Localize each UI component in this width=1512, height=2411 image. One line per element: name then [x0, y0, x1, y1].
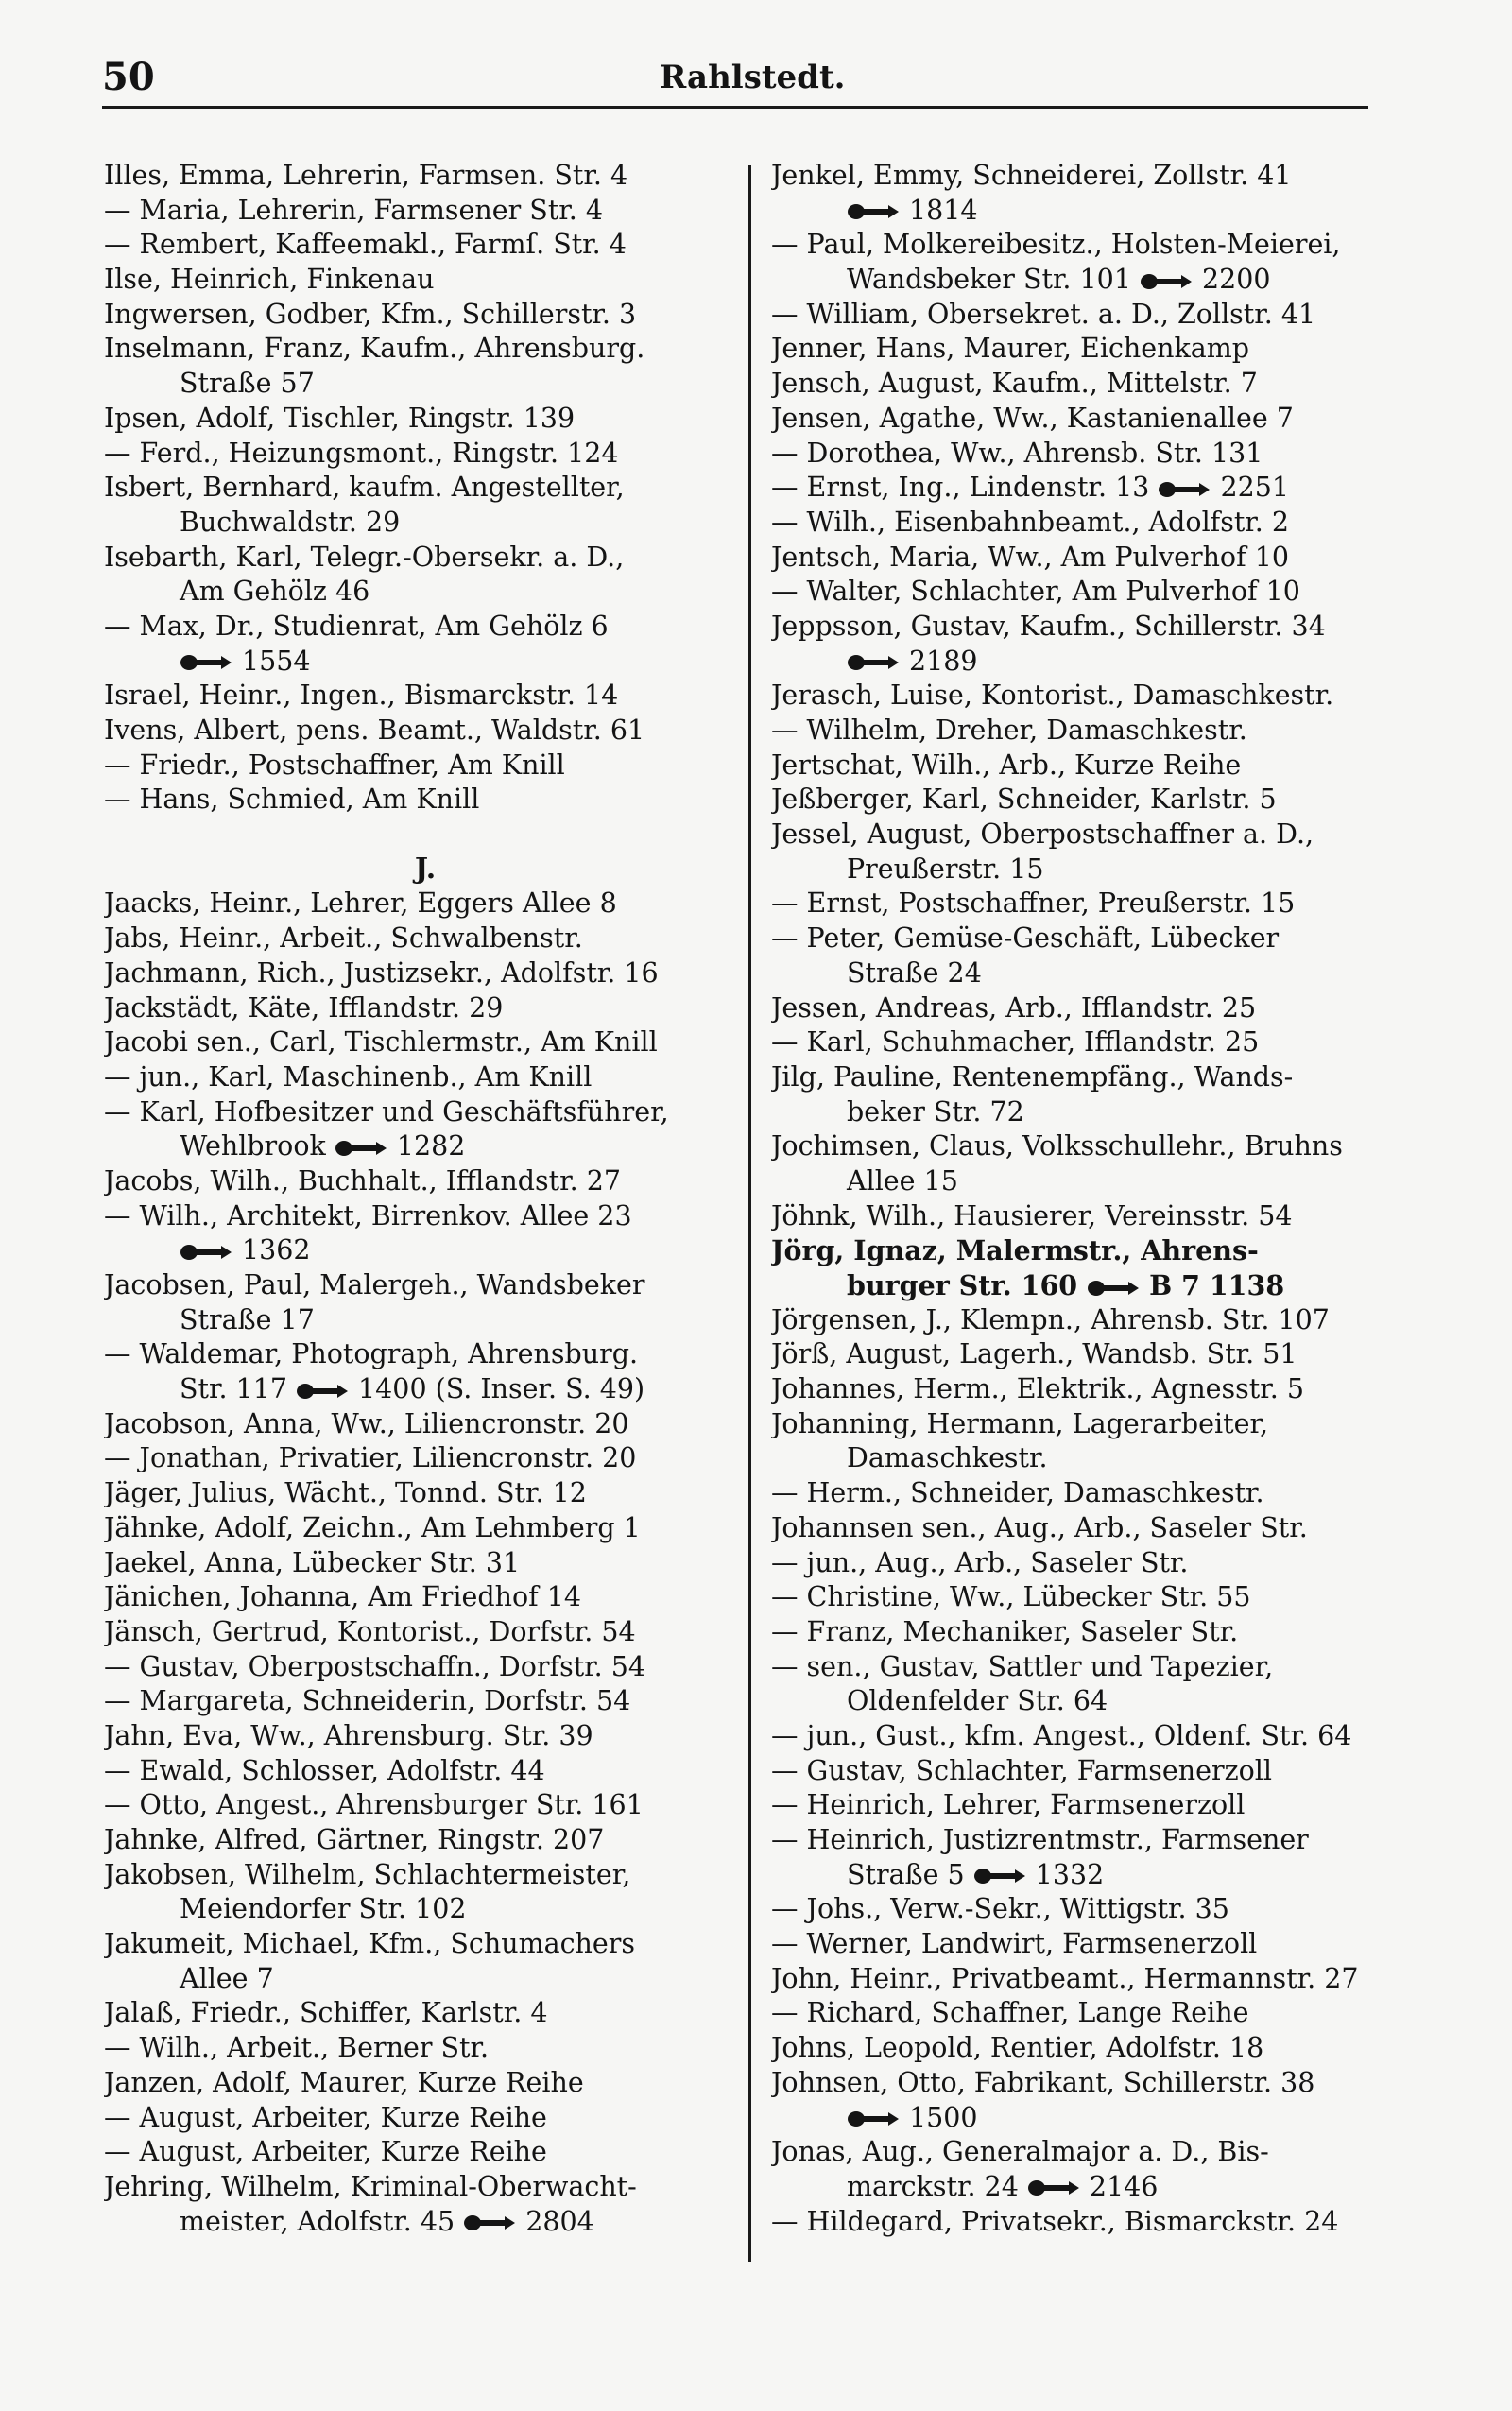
directory-entry-line: — August, Arbeiter, Kurze Reihe	[104, 2136, 547, 2168]
directory-entry-line: — Heinrich, Lehrer, Farmsenerzoll	[771, 1789, 1246, 1821]
directory-entry-line: Jonas, Aug., Generalmajor a. D., Bis-	[771, 2136, 1269, 2168]
directory-entry-line: Jensen, Agathe, Ww., Kastanienallee 7	[771, 402, 1294, 434]
left-column	[104, 159, 747, 2239]
directory-entry-line: — Wilh., Architekt, Birrenkov. Allee 23	[104, 1199, 632, 1231]
directory-entry-line: Jacobi sen., Carl, Tischlermstr., Am Knill	[104, 1026, 658, 1059]
directory-entry-line: Jörg, Ignaz, Malermstr., Ahrens-	[771, 1234, 1259, 1267]
directory-entry-line: Jilg, Pauline, Rentenempfäng., Wands-	[771, 1060, 1294, 1093]
directory-entry-line: Jertschat, Wilh., Arb., Kurze Reihe	[771, 749, 1242, 781]
directory-entry-line: Johannsen sen., Aug., Arb., Saseler Str.	[771, 1511, 1308, 1543]
telephone-key-icon	[296, 1382, 349, 1401]
directory-entry-line: — Peter, Gemüse-Geschäft, Lübecker	[771, 922, 1280, 955]
directory-entry-line: John, Heinr., Privatbeamt., Hermannstr. 27	[771, 1962, 1359, 1994]
directory-entry-line: Jahn, Eva, Ww., Ahrensburg. Str. 39	[104, 1719, 593, 1751]
directory-entry-line: — Richard, Schaffner, Lange Reihe	[771, 1997, 1249, 2029]
page-number: 50	[102, 55, 155, 99]
directory-entry-line: — Walter, Schlachter, Am Pulverhof 10	[771, 576, 1300, 608]
column-divider	[748, 165, 751, 2262]
directory-entry-line: Isbert, Bernhard, kaufm. Angestellter,	[104, 472, 625, 504]
directory-entry-line: — Dorothea, Ww., Ahrensb. Str. 131	[771, 437, 1263, 469]
telephone-key-icon	[847, 653, 900, 672]
directory-entry-line: Jänsch, Gertrud, Kontorist., Dorfstr. 54	[104, 1615, 636, 1647]
directory-entry-line: — August, Arbeiter, Kurze Reihe	[104, 2101, 547, 2133]
telephone-key-icon	[463, 2213, 516, 2232]
directory-entry-line: Am Gehölz 46	[180, 576, 370, 608]
directory-entry-line: Straße 57	[180, 368, 315, 400]
directory-entry-line: Preußerstr. 15	[847, 852, 1044, 885]
directory-entry-line: Johnsen, Otto, Fabrikant, Schillerstr. 38	[771, 2066, 1315, 2098]
directory-entry-line: — Ewald, Schlosser, Adolfstr. 44	[104, 1754, 545, 1786]
directory-entry-line: — Ferd., Heizungsmont., Ringstr. 124	[104, 437, 619, 469]
directory-entry-line: — sen., Gustav, Sattler und Tapezier,	[771, 1650, 1274, 1682]
phone-number: 2804	[525, 2205, 594, 2237]
directory-entry-line	[771, 2101, 1414, 2136]
directory-entry-line: Jentsch, Maria, Ww., Am Pulverhof 10	[771, 541, 1289, 573]
entry-text: burger Str. 160	[847, 1269, 1088, 1301]
directory-entry-line: Jessel, August, Oberpostschaffner a. D.,	[771, 818, 1314, 851]
directory-entry-line: Janzen, Adolf, Maurer, Kurze Reihe	[104, 2066, 584, 2098]
directory-entry-line: — Wilhelm, Dreher, Damaschkestr.	[771, 715, 1247, 746]
header-rule	[102, 106, 1368, 109]
phone-number: 1332	[1035, 1858, 1105, 1890]
directory-entry-line: Jakobsen, Wilhelm, Schlachtermeister,	[104, 1858, 631, 1890]
directory-entry-line: — Christine, Ww., Lübecker Str. 55	[771, 1581, 1251, 1613]
phone-number: 2251	[1220, 472, 1289, 504]
directory-entry-line: Straße 17	[180, 1303, 315, 1335]
directory-entry-line: — Hildegard, Privatsekr., Bismarckstr. 24	[771, 2205, 1339, 2237]
directory-entry-line	[771, 1858, 1414, 1893]
directory-entry-line: — Karl, Hofbesitzer und Geschäftsführer,	[104, 1095, 669, 1128]
directory-entry-line: Jähnke, Adolf, Zeichn., Am Lehmberg 1	[104, 1511, 641, 1543]
directory-entry-line: Jacobsen, Paul, Malergeh., Wandsbeker	[104, 1269, 645, 1300]
telephone-key-icon	[180, 1243, 232, 1262]
entry-text: marckstr. 24	[847, 2170, 1027, 2202]
directory-entry-line: — Ernst, Postschaffner, Preußerstr. 15	[771, 887, 1296, 920]
directory-entry-line	[771, 471, 1414, 506]
directory-entry-line: Ivens, Albert, pens. Beamt., Waldstr. 61	[104, 715, 645, 746]
directory-entry-line: — Karl, Schuhmacher, Ifflandstr. 25	[771, 1026, 1260, 1059]
directory-entry-line	[104, 1129, 747, 1164]
directory-entry-line: — Werner, Landwirt, Farmsenerzoll	[771, 1928, 1258, 1960]
directory-entry-line	[771, 645, 1414, 680]
directory-entry-line: Johanning, Hermann, Lagerarbeiter,	[771, 1407, 1269, 1439]
telephone-key-icon	[335, 1139, 387, 1158]
directory-entry-line: Ilse, Heinrich, Finkenau	[104, 264, 435, 296]
directory-entry-line	[771, 194, 1414, 229]
running-head: Rahlstedt.	[660, 59, 846, 96]
directory-entry-line	[104, 2205, 747, 2240]
directory-entry-line: Straße 24	[847, 956, 982, 989]
directory-entry-line: — Franz, Mechaniker, Saseler Str.	[771, 1615, 1239, 1647]
phone-number: 2146	[1089, 2170, 1159, 2202]
directory-entry-line: Ipsen, Adolf, Tischler, Ringstr. 139	[104, 402, 576, 434]
directory-entry-line: Jessen, Andreas, Arb., Ifflandstr. 25	[771, 991, 1257, 1024]
directory-entry-line: Jänichen, Johanna, Am Friedhof 14	[104, 1581, 581, 1613]
directory-entry-line	[771, 1268, 1414, 1303]
directory-entry-line: — William, Obersekret. a. D., Zollstr. 41	[771, 298, 1316, 330]
directory-entry-line: Inselmann, Franz, Kaufm., Ahrensburg.	[104, 333, 645, 365]
directory-entry-line	[104, 1372, 747, 1407]
directory-entry-line: — Friedr., Postschaffner, Am Knill	[104, 749, 565, 781]
directory-entry-line: Damaschkestr.	[847, 1442, 1048, 1474]
directory-entry-line: Johns, Leopold, Rentier, Adolfstr. 18	[771, 2032, 1264, 2064]
entry-text: meister, Adolfstr. 45	[180, 2205, 464, 2237]
directory-entry-line: Jaekel, Anna, Lübecker Str. 31	[104, 1546, 521, 1578]
directory-entry-line: — Waldemar, Photograph, Ahrensburg.	[104, 1338, 639, 1370]
directory-entry-line: — Max, Dr., Studienrat, Am Gehölz 6	[104, 610, 609, 642]
entry-text: Straße 5	[847, 1858, 973, 1890]
directory-entry-line: — Rembert, Kaffeemakl., Farmſ. Str. 4	[104, 229, 627, 261]
phone-number: 1362	[242, 1234, 311, 1266]
phone-number: 1814	[909, 194, 978, 226]
directory-entry-line: Illes, Emma, Lehrerin, Farmsen. Str. 4	[104, 160, 628, 191]
directory-entry-line: Jackstädt, Käte, Ifflandstr. 29	[104, 991, 504, 1024]
telephone-key-icon	[1158, 480, 1211, 499]
directory-entry-line: — Herm., Schneider, Damaschkestr.	[771, 1477, 1264, 1509]
right-column	[771, 159, 1414, 2239]
telephone-key-icon	[180, 653, 232, 672]
directory-entry-line: Jäger, Julius, Wächt., Tonnd. Str. 12	[104, 1477, 587, 1509]
directory-entry-line: Jeppsson, Gustav, Kaufm., Schillerstr. 34	[771, 610, 1326, 642]
directory-entry-line: Jakumeit, Michael, Kfm., Schumachers	[104, 1928, 636, 1960]
directory-entry-line: Jahnke, Alfred, Gärtner, Ringstr. 207	[104, 1824, 605, 1855]
directory-entry-line: Jörß, August, Lagerh., Wandsb. Str. 51	[771, 1338, 1297, 1370]
directory-entry-line	[771, 2170, 1414, 2205]
telephone-key-icon	[847, 202, 900, 221]
directory-entry-line: Jochimsen, Claus, Volksschullehr., Bruhns	[771, 1130, 1343, 1162]
directory-entry-line: Jaacks, Heinr., Lehrer, Eggers Allee 8	[104, 887, 617, 920]
directory-entry-line: Israel, Heinr., Ingen., Bismarckstr. 14	[104, 680, 619, 712]
page-header	[102, 55, 1378, 112]
directory-entry-line: Allee 7	[180, 1962, 274, 1994]
directory-entry-line: — jun., Gust., kfm. Angest., Oldenf. Str. 64	[771, 1719, 1352, 1751]
directory-entry-line: Jachmann, Rich., Justizsekr., Adolfstr. 16	[104, 956, 659, 989]
telephone-key-icon	[1027, 2179, 1080, 2197]
directory-entry-line: — Jonathan, Privatier, Liliencronstr. 20	[104, 1442, 637, 1474]
directory-entry-line: — Gustav, Schlachter, Farmsenerzoll	[771, 1754, 1273, 1786]
telephone-key-icon	[1087, 1279, 1140, 1298]
directory-entry-line: — Hans, Schmied, Am Knill	[104, 784, 480, 816]
telephone-key-icon	[1140, 272, 1193, 291]
entry-text: Wehlbrook	[180, 1130, 335, 1162]
directory-entry-line	[104, 645, 747, 680]
phone-number: 1282	[396, 1130, 466, 1162]
directory-entry-line: Buchwaldstr. 29	[180, 506, 401, 538]
directory-entry-line: — Otto, Angest., Ahrensburger Str. 161	[104, 1789, 644, 1821]
directory-entry-line: Jabs, Heinr., Arbeit., Schwalbenstr.	[104, 922, 583, 955]
directory-entry-line: Jehring, Wilhelm, Kriminal-Oberwacht-	[104, 2170, 637, 2202]
directory-entry-line: Jerasch, Luise, Kontorist., Damaschkestr.	[771, 680, 1334, 712]
directory-entry-line: Ingwersen, Godber, Kfm., Schillerstr. 3	[104, 298, 637, 330]
directory-entry-line: — Margareta, Schneiderin, Dorfstr. 54	[104, 1685, 631, 1717]
directory-entry-line	[771, 263, 1414, 298]
directory-entry-line: Isebarth, Karl, Telegr.-Obersekr. a. D.,	[104, 541, 625, 573]
phone-number: 2200	[1202, 264, 1271, 296]
directory-entry-line: — Maria, Lehrerin, Farmsener Str. 4	[104, 194, 604, 226]
phone-number: 1400 (S. Inser. S. 49)	[358, 1373, 645, 1405]
directory-entry-line: — Wilh., Arbeit., Berner Str.	[104, 2032, 490, 2064]
spacer	[104, 818, 747, 852]
phone-number: 1554	[242, 645, 311, 677]
directory-entry-line: Johannes, Herm., Elektrik., Agnesstr. 5	[771, 1373, 1304, 1405]
directory-entry-line: — Gustav, Oberpostschaffn., Dorfstr. 54	[104, 1650, 646, 1682]
entry-text: — Ernst, Ing., Lindenstr. 13	[771, 472, 1159, 504]
directory-entry-line: Jenner, Hans, Maurer, Eichenkamp	[771, 333, 1250, 365]
directory-entry-line: — jun., Aug., Arb., Saseler Str.	[771, 1546, 1189, 1578]
entry-text: Str. 117	[180, 1373, 297, 1405]
directory-entry-line: — Paul, Molkereibesitz., Holsten-Meierei,	[771, 229, 1341, 261]
section-letter: J.	[414, 852, 437, 886]
directory-entry-line: Jöhnk, Wilh., Hausierer, Vereinsstr. 54	[771, 1199, 1293, 1231]
directory-entry-line: Jalaß, Friedr., Schiffer, Karlstr. 4	[104, 1997, 548, 2029]
directory-entry-line: — Heinrich, Justizrentmstr., Farmsener	[771, 1824, 1309, 1855]
telephone-key-icon	[973, 1867, 1026, 1886]
phone-number: B 7 1138	[1149, 1269, 1285, 1301]
phone-number: 2189	[909, 645, 978, 677]
directory-entry-line: — Johs., Verw.-Sekr., Wittigstr. 35	[771, 1893, 1229, 1925]
directory-entry-line: — Wilh., Eisenbahnbeamt., Adolfstr. 2	[771, 506, 1290, 538]
entry-text: Wandsbeker Str. 101	[847, 264, 1141, 296]
telephone-key-icon	[847, 2110, 900, 2128]
directory-entry-line: Allee 15	[847, 1164, 958, 1197]
directory-entry-line: Jeßberger, Karl, Schneider, Karlstr. 5	[771, 784, 1277, 816]
directory-entry-line: Jacobs, Wilh., Buchhalt., Ifflandstr. 27	[104, 1164, 621, 1197]
directory-entry-line: Oldenfelder Str. 64	[847, 1685, 1108, 1717]
phone-number: 1500	[909, 2101, 978, 2133]
directory-entry-line: beker Str. 72	[847, 1095, 1024, 1128]
directory-entry-line: — jun., Karl, Maschinenb., Am Knill	[104, 1060, 593, 1093]
directory-entry-line: Jensch, August, Kaufm., Mittelstr. 7	[771, 368, 1258, 400]
directory-entry-line: Jörgensen, J., Klempn., Ahrensb. Str. 107	[771, 1303, 1330, 1335]
directory-entry-line: Meiendorfer Str. 102	[180, 1893, 467, 1925]
directory-entry-line: Jacobson, Anna, Ww., Liliencronstr. 20	[104, 1407, 629, 1439]
directory-entry-line	[104, 1233, 747, 1268]
directory-entry-line: Jenkel, Emmy, Schneiderei, Zollstr. 41	[771, 160, 1292, 191]
